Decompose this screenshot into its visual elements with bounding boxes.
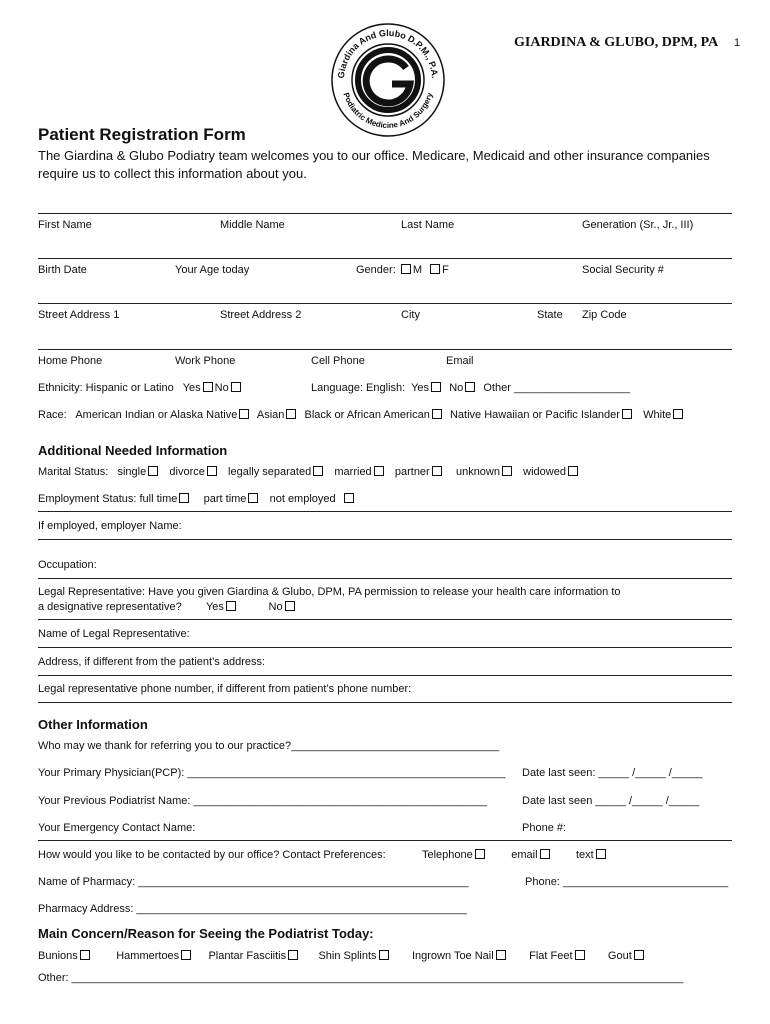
divider: [38, 840, 732, 841]
zip-field[interactable]: Zip Code: [582, 309, 627, 321]
gender-f-label: F: [442, 264, 449, 276]
ethnicity-yes-label: Yes: [182, 382, 201, 394]
concern-option-label: Bunions: [38, 950, 78, 962]
middle-name-field[interactable]: Middle Name: [220, 219, 285, 231]
divider: [38, 619, 732, 620]
marital-option-label: divorce: [169, 466, 205, 478]
podiatrist-field[interactable]: Your Previous Podiatrist Name: ________________________________________________: [38, 795, 488, 807]
page-number: 1: [734, 37, 741, 49]
part-time-checkbox[interactable]: [248, 493, 258, 503]
contact-pref-row: [38, 849, 386, 861]
language-no-label: No: [449, 382, 464, 394]
additional-heading: Additional Needed Information: [38, 443, 228, 458]
telephone-checkbox[interactable]: [475, 849, 485, 859]
marital-option-label: widowed: [523, 466, 566, 478]
practice-logo: [330, 22, 446, 138]
concern-option-label: Gout: [607, 950, 632, 962]
occupation-field[interactable]: Occupation:: [38, 559, 97, 571]
legal-rep-name-field[interactable]: Name of Legal Representative:: [38, 628, 190, 640]
work-phone-field[interactable]: Work Phone: [175, 355, 236, 367]
emergency-phone-field[interactable]: Phone #:: [522, 822, 567, 834]
concern-checkbox[interactable]: [80, 950, 90, 960]
marital-label: Marital Status:: [38, 466, 109, 478]
form-intro: The Giardina & Glubo Podiatry team welcomes you to our office. Medicare, Medicaid and other insurance companies require us to collect this information about you.: [38, 148, 710, 181]
contact-pref-label: How would you like to be contacted by our office? Contact Preferences:: [38, 849, 386, 861]
race-checkbox[interactable]: [622, 409, 632, 419]
concern-checkbox[interactable]: [379, 950, 389, 960]
concern-heading: Main Concern/Reason for Seeing the Podiatrist Today:: [38, 926, 374, 941]
ethnicity-yes-checkbox[interactable]: [203, 382, 213, 392]
text-pref-checkbox[interactable]: [596, 849, 606, 859]
race-option-label: White: [643, 409, 672, 421]
marital-option-label: partner: [394, 466, 430, 478]
divider: [38, 702, 732, 703]
language-row: [311, 382, 630, 394]
divider: [38, 349, 732, 350]
ethnicity-no-checkbox[interactable]: [231, 382, 241, 392]
other-info-heading: Other Information: [38, 717, 148, 732]
concern-option-label: Shin Splints: [318, 950, 377, 962]
race-option-label: Native Hawaiian or Pacific Islander: [449, 409, 620, 421]
not-employed-label: not employed: [269, 493, 336, 505]
podiatrist-date-field[interactable]: Date last seen _____ /_____ /_____: [522, 795, 700, 807]
divider: [38, 303, 732, 304]
ssn-field[interactable]: Social Security #: [582, 264, 664, 276]
divider: [38, 647, 732, 648]
gender-m-label: M: [412, 264, 422, 276]
birth-date-field[interactable]: Birth Date: [38, 264, 87, 276]
language-label: Language: English:: [311, 382, 406, 394]
legal-rep-yes-label: Yes: [205, 601, 224, 613]
concern-checkbox[interactable]: [575, 950, 585, 960]
last-name-field[interactable]: Last Name: [401, 219, 455, 231]
race-checkbox[interactable]: [432, 409, 442, 419]
employment-label: Employment Status: full time: [38, 493, 178, 505]
not-employed-checkbox[interactable]: [344, 493, 354, 503]
marital-option-label: unknown: [455, 466, 500, 478]
concern-checkbox[interactable]: [288, 950, 298, 960]
language-yes-label: Yes: [411, 382, 430, 394]
language-other-field[interactable]: Other ___________________: [483, 382, 631, 394]
text-pref-label: text: [575, 849, 594, 861]
concern-option-label: Ingrown Toe Nail: [411, 950, 494, 962]
pharmacy-field[interactable]: Name of Pharmacy: ______________________________________________________: [38, 876, 469, 888]
street1-field[interactable]: Street Address 1: [38, 309, 120, 321]
ethnicity-label: Ethnicity: Hispanic or Latino: [38, 382, 174, 394]
divider: [38, 675, 732, 676]
divider: [38, 213, 732, 214]
email-pref-label: email: [511, 849, 538, 861]
gender-group: [356, 264, 449, 276]
legal-rep-question: Legal Representative: Have you given Giardina & Glubo, DPM, PA permission to release your health care information to: [38, 586, 621, 598]
divider: [38, 511, 732, 512]
race-option-label: Black or African American: [304, 409, 430, 421]
employer-field[interactable]: If employed, employer Name:: [38, 520, 182, 532]
legal-rep-address-field[interactable]: Address, if different from the patient’s address:: [38, 656, 266, 668]
race-option-label: American Indian or Alaska Native: [75, 409, 238, 421]
legal-rep-no-checkbox[interactable]: [285, 601, 295, 611]
svg-text:Giardina And Glubo D.P.M., P.A: Giardina And Glubo D.P.M., P.A.: [335, 27, 440, 79]
svg-text:Podiatric Medicine And Surgery: Podiatric Medicine And Surgery: [341, 91, 435, 131]
marital-checkbox[interactable]: [502, 466, 512, 476]
concern-row: [38, 950, 646, 962]
gender-m-checkbox[interactable]: [401, 264, 411, 274]
legal-rep-question-2: [38, 601, 297, 613]
gender-label: Gender:: [356, 264, 396, 276]
pharmacy-phone-field[interactable]: Phone: ___________________________: [525, 876, 729, 888]
state-field[interactable]: State: [537, 309, 563, 321]
contact-options: [422, 849, 608, 861]
concern-option-label: Plantar Fasciitis: [208, 950, 287, 962]
concern-other-field[interactable]: Other: ____________________________________________________________________________________________________: [38, 972, 684, 984]
practice-name: GIARDINA & GLUBO, DPM, PA: [514, 35, 719, 50]
marital-option-label: legally separated: [228, 466, 312, 478]
email-pref-checkbox[interactable]: [540, 849, 550, 859]
marital-option-label: single: [117, 466, 147, 478]
first-name-field[interactable]: First Name: [38, 219, 92, 231]
pcp-date-field[interactable]: Date last seen: _____ /_____ /_____: [522, 767, 703, 779]
marital-checkbox[interactable]: [432, 466, 442, 476]
email-field[interactable]: Email: [446, 355, 474, 367]
marital-checkbox[interactable]: [374, 466, 384, 476]
legal-rep-phone-field[interactable]: Legal representative phone number, if different from patient’s phone number:: [38, 683, 412, 695]
street2-field[interactable]: Street Address 2: [220, 309, 302, 321]
divider: [38, 539, 732, 540]
age-field[interactable]: Your Age today: [175, 264, 250, 276]
marital-checkbox[interactable]: [148, 466, 158, 476]
form-title: Patient Registration Form: [38, 125, 246, 144]
marital-checkbox[interactable]: [207, 466, 217, 476]
concern-option-label: Flat Feet: [529, 950, 573, 962]
cell-phone-field[interactable]: Cell Phone: [311, 355, 365, 367]
legal-rep-no-label: No: [268, 601, 283, 613]
concern-checkbox[interactable]: [181, 950, 191, 960]
race-option-label: Asian: [256, 409, 285, 421]
city-field[interactable]: City: [401, 309, 420, 321]
language-yes-checkbox[interactable]: [431, 382, 441, 392]
telephone-label: Telephone: [422, 849, 473, 861]
divider: [38, 578, 732, 579]
marital-option-label: married: [334, 466, 372, 478]
part-time-label: part time: [203, 493, 247, 505]
gender-f-checkbox[interactable]: [430, 264, 440, 274]
divider: [38, 258, 732, 259]
employment-row: [38, 493, 356, 505]
emergency-contact-field[interactable]: Your Emergency Contact Name:: [38, 822, 196, 834]
race-checkbox[interactable]: [673, 409, 683, 419]
concern-checkbox[interactable]: [634, 950, 644, 960]
legal-rep-question-text: a designative representative?: [38, 601, 182, 613]
race-checkbox[interactable]: [239, 409, 249, 419]
race-row: [38, 409, 685, 421]
marital-row: [38, 466, 580, 478]
pharmacy-address-field[interactable]: Pharmacy Address: ______________________________________________________: [38, 903, 467, 915]
generation-field[interactable]: Generation (Sr., Jr., III): [582, 219, 694, 231]
pcp-field[interactable]: Your Primary Physician(PCP): ____________________________________________________: [38, 767, 506, 779]
concern-checkbox[interactable]: [496, 950, 506, 960]
ethnicity-no-label: No: [214, 382, 229, 394]
legal-rep-yes-checkbox[interactable]: [226, 601, 236, 611]
language-no-checkbox[interactable]: [465, 382, 475, 392]
race-checkbox[interactable]: [286, 409, 296, 419]
full-time-checkbox[interactable]: [179, 493, 189, 503]
marital-checkbox[interactable]: [313, 466, 323, 476]
ethnicity-row: [38, 382, 243, 394]
concern-option-label: Hammertoes: [116, 950, 180, 962]
home-phone-field[interactable]: Home Phone: [38, 355, 103, 367]
race-label: Race:: [38, 409, 67, 421]
referral-field[interactable]: Who may we thank for referring you to our practice?__________________________________: [38, 740, 500, 752]
marital-checkbox[interactable]: [568, 466, 578, 476]
